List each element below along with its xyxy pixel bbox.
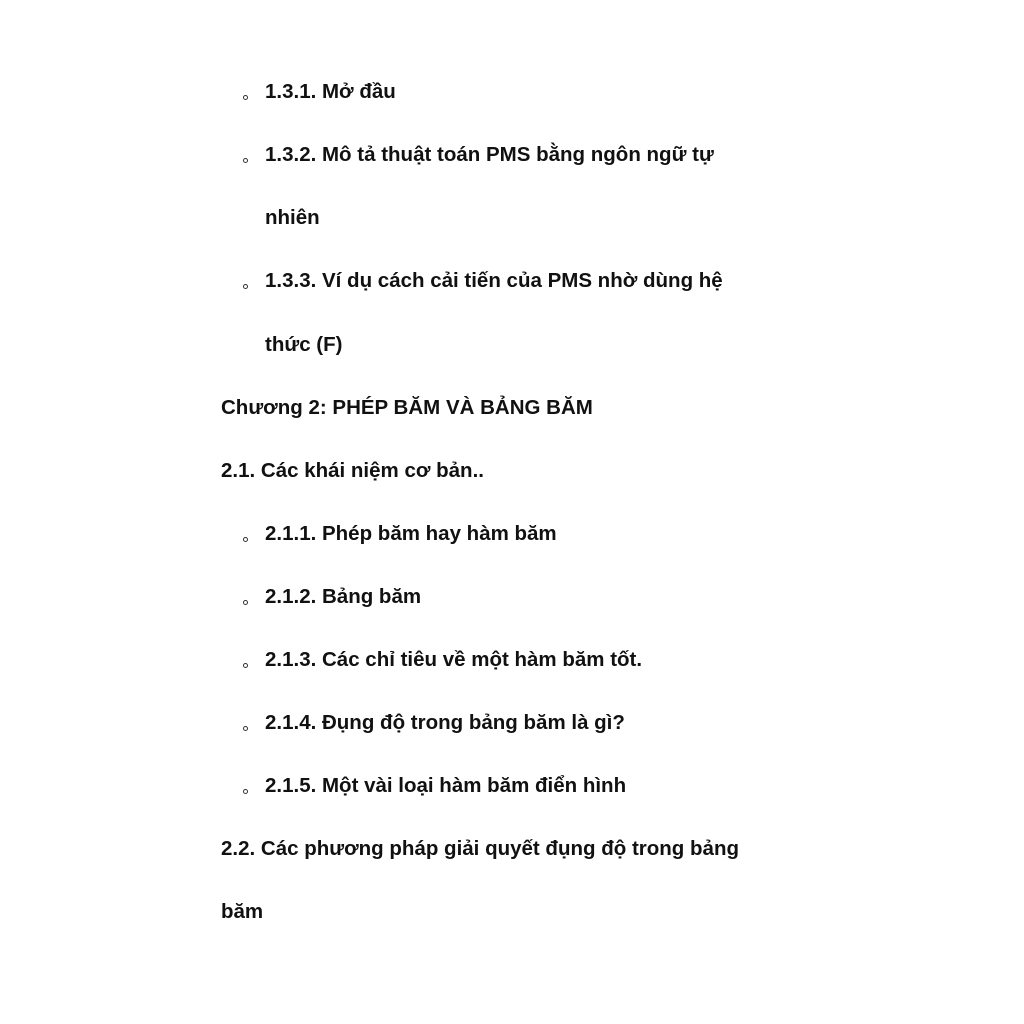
toc-item-2-1-5: 2.1.5. Một vài loại hàm băm điển hình xyxy=(265,774,627,797)
toc-item-2-1-2: 2.1.2. Bảng băm xyxy=(265,585,422,608)
toc-item-2-1-3: 2.1.3. Các chỉ tiêu về một hàm băm tốt. xyxy=(265,648,643,671)
toc-item-1-3-3: 1.3.3. Ví dụ cách cải tiến của PMS nhờ dùng hệ xyxy=(265,269,723,292)
list-bullet-icon xyxy=(243,537,248,542)
toc-item-1-3-2-continued: nhiên xyxy=(265,206,320,229)
section-2-2-heading: 2.2. Các phương pháp giải quyết đụng độ trong bảng xyxy=(221,837,739,860)
toc-item-2-1-4: 2.1.4. Đụng độ trong bảng băm là gì? xyxy=(265,711,625,734)
list-bullet-icon xyxy=(243,284,248,289)
chapter-2-heading: Chương 2: PHÉP BĂM VÀ BẢNG BĂM xyxy=(221,396,593,419)
toc-item-2-1-1: 2.1.1. Phép băm hay hàm băm xyxy=(265,522,557,545)
section-2-2-heading-continued: băm xyxy=(221,900,264,923)
list-bullet-icon xyxy=(243,600,248,605)
list-bullet-icon xyxy=(243,789,248,794)
list-bullet-icon xyxy=(243,726,248,731)
toc-item-1-3-2: 1.3.2. Mô tả thuật toán PMS bằng ngôn ngữ tự xyxy=(265,143,714,166)
toc-item-1-3-3-continued: thức (F) xyxy=(265,333,343,356)
list-bullet-icon xyxy=(243,663,248,668)
section-2-1-heading: 2.1. Các khái niệm cơ bản.. xyxy=(221,459,484,482)
toc-item-1-3-1: 1.3.1. Mở đầu xyxy=(265,80,396,103)
list-bullet-icon xyxy=(243,158,248,163)
list-bullet-icon xyxy=(243,95,248,100)
